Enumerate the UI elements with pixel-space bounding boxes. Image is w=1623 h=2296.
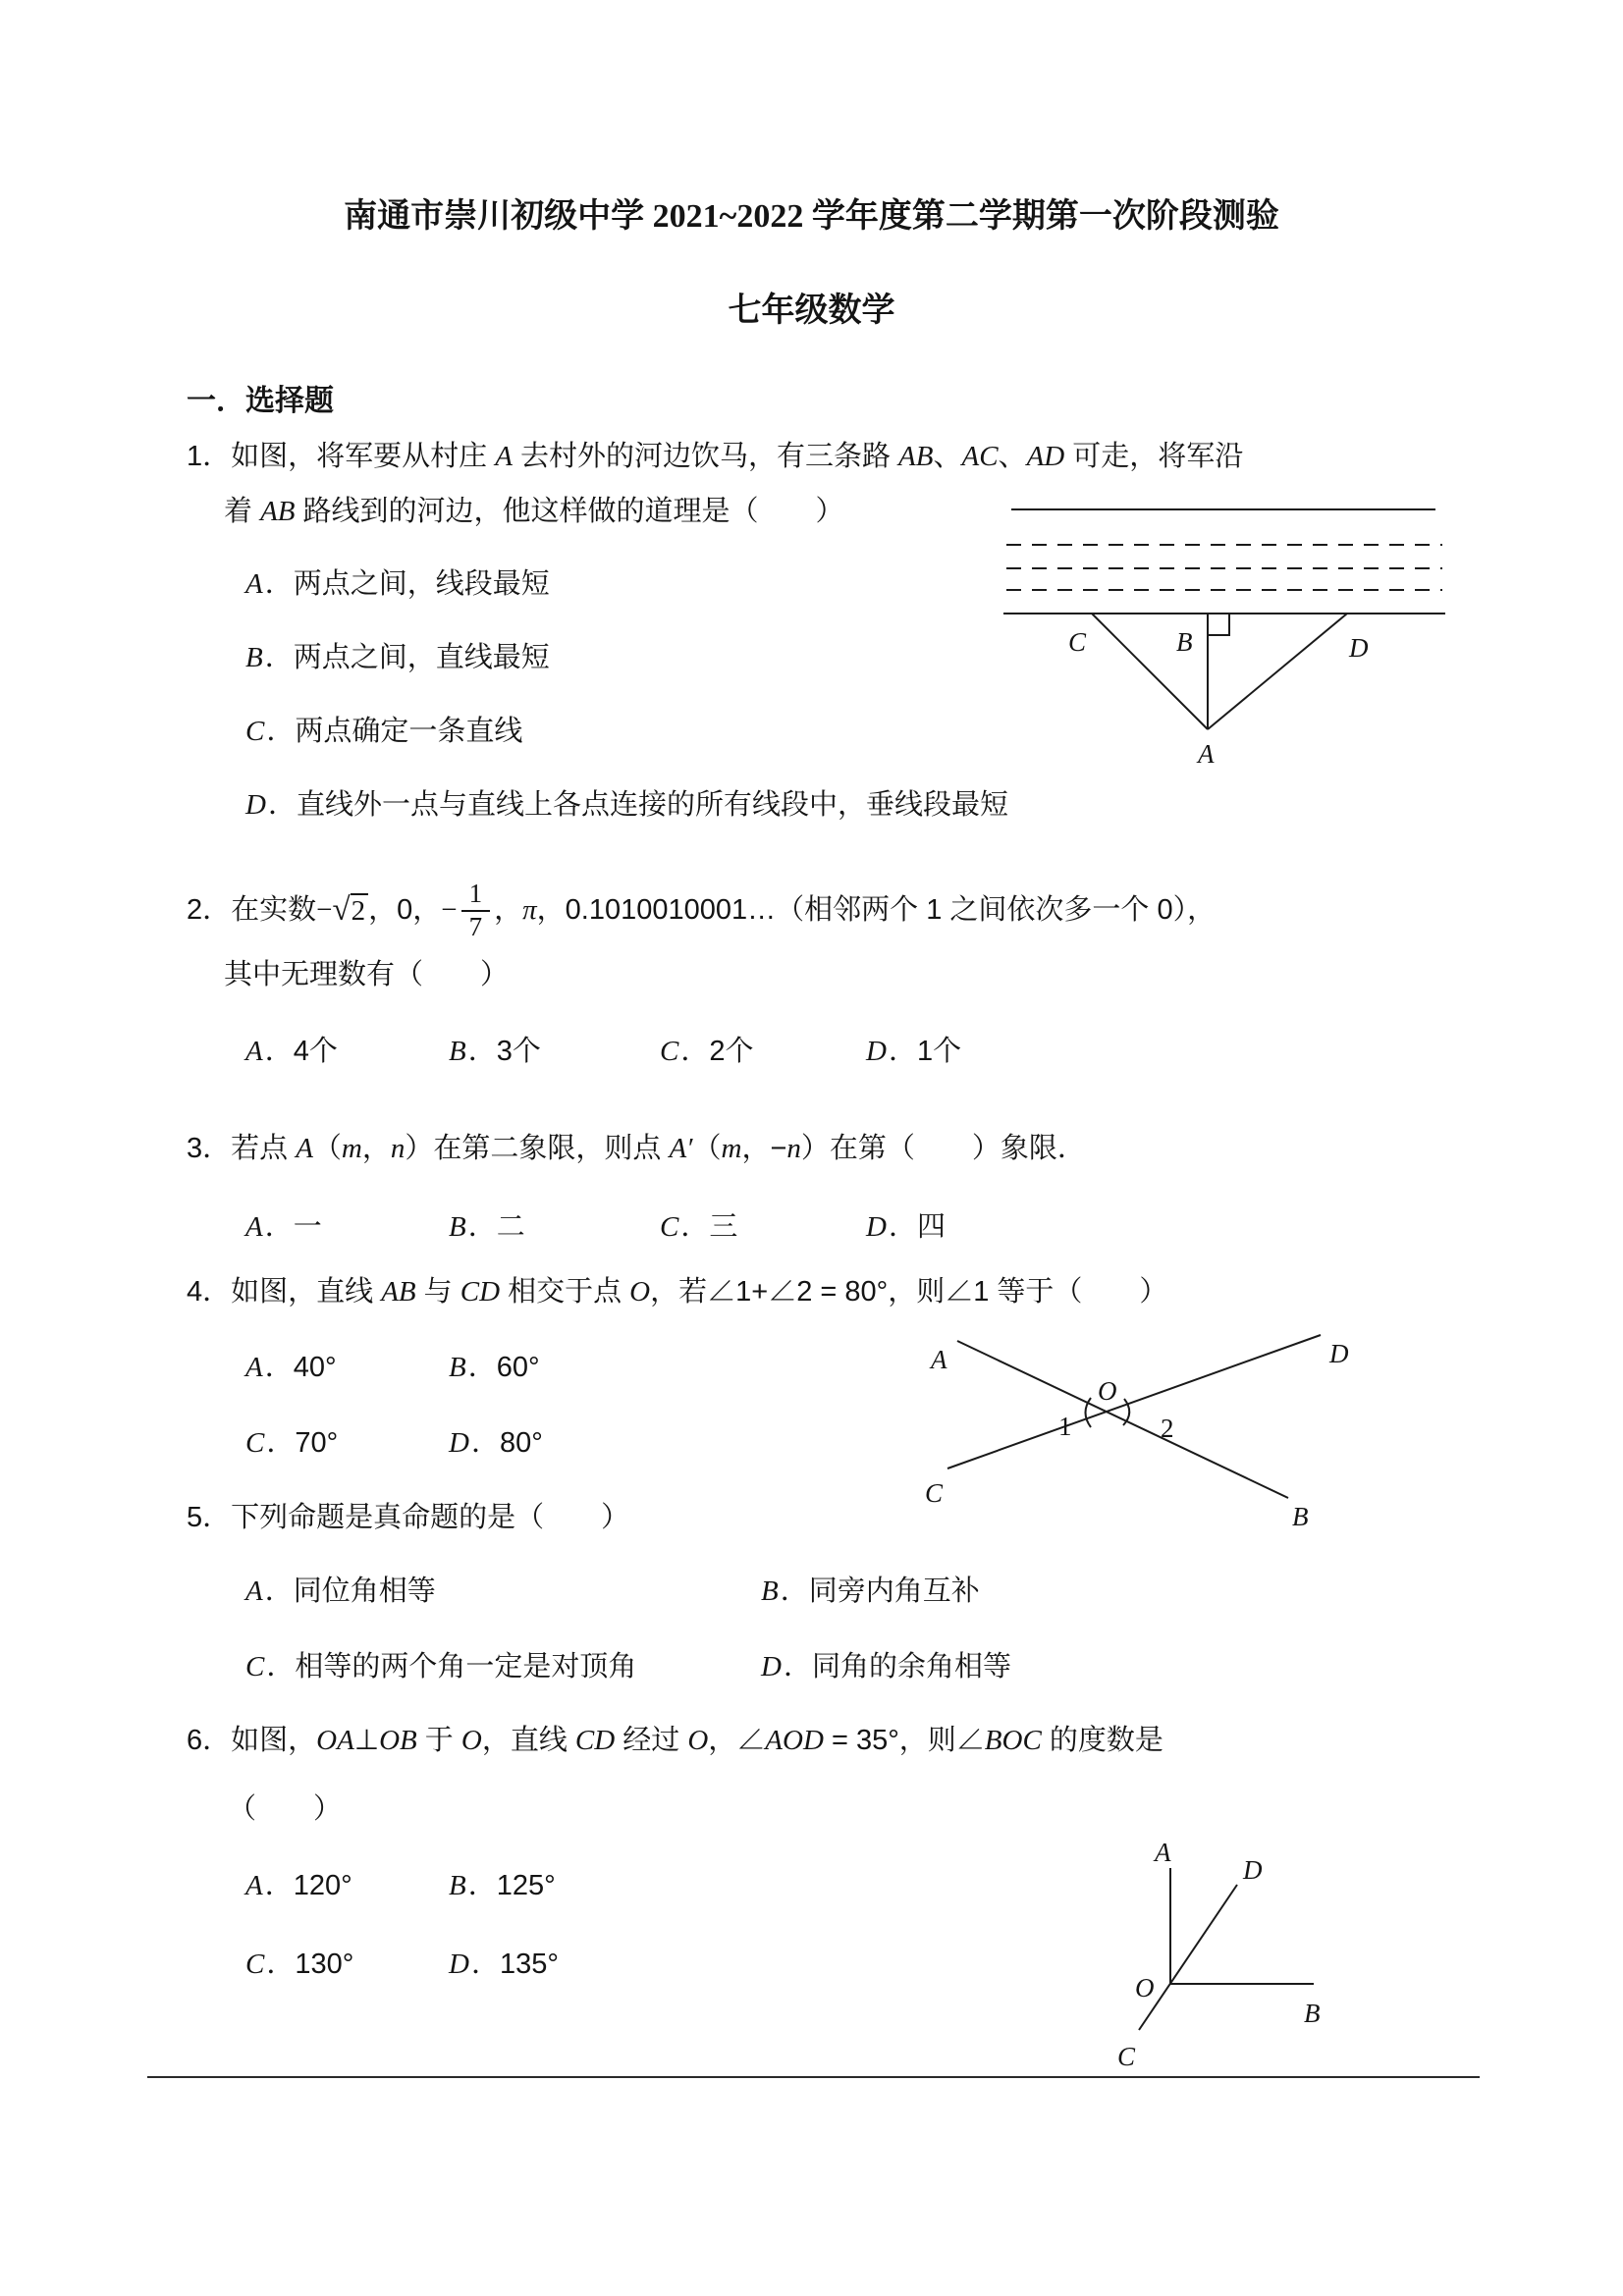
q4-option-b: B．60° [449,1352,540,1383]
figure-perpendicular [1070,1834,1394,2079]
label-d: D [1349,633,1369,663]
q1-text: 1．如图，将军要从村庄 [187,441,496,472]
q5-line: 5．下列命题是真命题的是（ ） [187,1502,630,1533]
q3-option-a: A．一 [245,1211,322,1243]
q1-line-2: 着 AB 路线到的河边，他这样做的道理是（ ） [224,496,844,527]
q2-line-1: 2．在实数 − √2 ，0， − $\frac{1}{7}$ ， π ，0.1010010001…（相邻两个 1 之间依次多一个 0）， [187,879,1217,941]
label-c: C [925,1478,944,1508]
label-b: B [1176,627,1193,657]
q6-option-c: C．130° [245,1949,354,1980]
label-a: A [1155,1838,1171,1867]
q4-option-a: A．40° [245,1352,337,1383]
right-angle-mark [1208,614,1229,635]
label-d: D [1329,1339,1349,1368]
q2-option-a: A．4个 [245,1036,338,1067]
label-c: C [1117,2042,1136,2071]
label-o: O [1135,1973,1155,2002]
q1-line-1: 1．如图，将军要从村庄 A 去村外的河边饮马，有三条路 AB、AC、AD 可走，将军沿 [187,441,1244,472]
q3-option-b: B．二 [449,1211,525,1243]
section-heading: 一．选择题 [187,385,334,417]
q6-line-1: 6．如图，OA⊥OB 于 O，直线 CD 经过 O，∠AOD = 35°，则∠BOC 的度数是 [187,1725,1163,1756]
q4-line: 4．如图，直线 AB 与 CD 相交于点 O，若∠1+∠2 = 80°，则∠1 等于（ ） [187,1276,1168,1308]
page-bottom-rule [147,2076,1480,2078]
sqrt-2: √2 [333,889,369,932]
pi-symbol: π [522,893,537,926]
label-a: A [1198,739,1215,769]
q2-line-2: 其中无理数有（ ） [224,959,510,990]
line-cd [947,1335,1321,1468]
river-figure-svg [1003,496,1445,771]
fraction-one-seventh: $\frac{1}{7}$ [461,879,491,941]
crossing-lines-svg [913,1323,1375,1534]
q6-option-d: D．135° [449,1949,559,1980]
q3-line: 3．若点 A（m，n）在第二象限，则点 A′（m，−n）在第（ ）象限． [187,1133,1086,1164]
label-b: B [1292,1502,1309,1531]
q2-option-b: B．3个 [449,1036,541,1067]
q1-option-b: B．两点之间，直线最短 [245,642,550,673]
q2-option-d: D．1个 [866,1036,962,1067]
q3-option-d: D．四 [866,1211,946,1243]
q6-option-a: A．120° [245,1870,352,1901]
q6-option-b: B．125° [449,1870,556,1901]
label-d: D [1243,1855,1263,1885]
figure-river [1003,496,1445,775]
label-a: A [931,1345,947,1374]
perpendicular-svg [1070,1834,1394,2074]
q4-option-d: D．80° [449,1427,543,1459]
q5-option-b: B．同旁内角互补 [761,1575,980,1607]
label-c: C [1068,627,1087,657]
q3-option-c: C．三 [660,1211,738,1243]
label-o: O [1098,1376,1117,1406]
q5-option-a: A．同位角相等 [245,1575,436,1607]
q1-option-a: A．两点之间，线段最短 [245,568,550,600]
q1-option-c: C．两点确定一条直线 [245,716,523,747]
q6-line-2: （ ） [228,1793,343,1825]
q5-option-d: D．同角的余角相等 [761,1651,1011,1682]
exam-title: 南通市崇川初级中学 2021~2022 学年度第二学期第一次阶段测验 [344,198,1279,235]
line-cd [1139,1885,1237,2030]
q5-option-c: C．相等的两个角一定是对顶角 [245,1651,637,1682]
label-b: B [1304,1999,1321,2028]
exam-subtitle: 七年级数学 [728,293,895,329]
q2-option-c: C．2个 [660,1036,754,1067]
q4-option-c: C．70° [245,1427,339,1459]
label-angle-1: 1 [1058,1412,1072,1441]
q1-option-d: D．直线外一点与直线上各点连接的所有线段中，垂线段最短 [245,789,1008,821]
label-angle-2: 2 [1161,1414,1174,1443]
figure-crossing-lines [913,1323,1375,1539]
